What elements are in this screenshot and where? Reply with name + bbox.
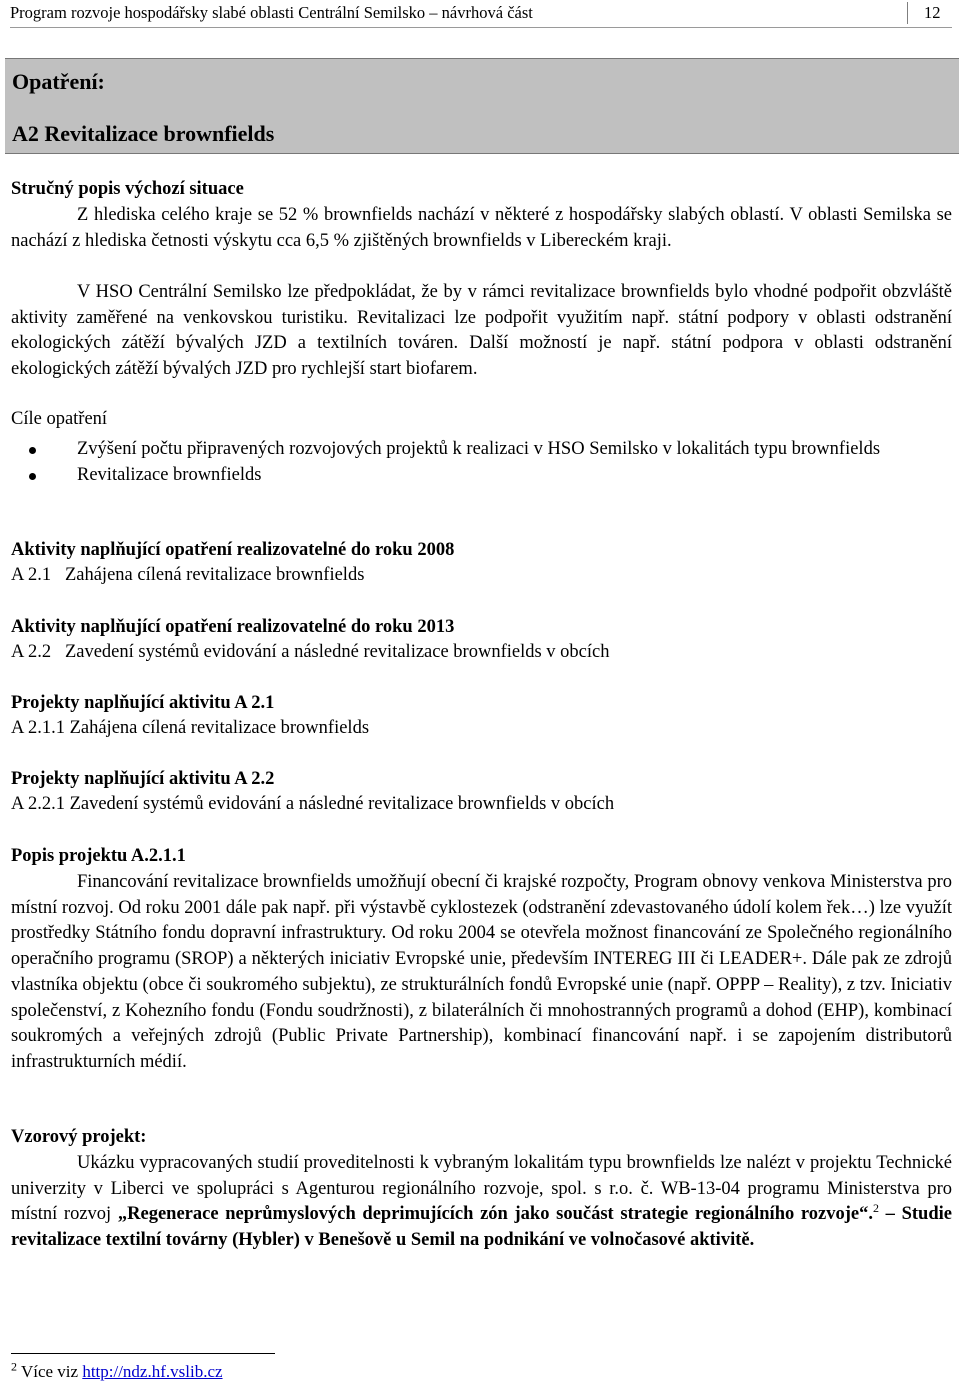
goal-text: Zvýšení počtu připravených rozvojových projektů k realizaci v HSO Semilsko v lokalitách typu brownfields (77, 439, 881, 459)
projects-a21-heading: Projekty naplňující aktivitu A 2.1 (11, 693, 275, 713)
model-project-paragraph (11, 1151, 952, 1254)
page-header (0, 0, 960, 30)
goals-list (11, 437, 952, 488)
activities-2008-heading: Aktivity naplňující opatření realizovatelné do roku 2008 (11, 540, 455, 560)
page-number: 12 (924, 3, 941, 22)
footnote-number: 2 (11, 1359, 17, 1374)
model-project-text: Ukázku vypracovaných studií proveditelnosti k vybraným lokalitám typu brownfields lze nalézt v projektu Technické univerzity v Liberci ve spolupráci s Agenturou regionálního rozvoje, spol. s r.o. č. WB-13-04 programu Ministerstva pro místní rozvoj (11, 1153, 952, 1225)
list-item (11, 437, 952, 463)
project-description-paragraph (11, 870, 952, 1076)
measure-heading-band (5, 58, 959, 154)
footnote (11, 1359, 223, 1382)
model-project-study: – Studie revitalizace textilní továrny (Hybler) v Benešově u Semil na podnikání ve volnočasové aktivitě. (11, 1204, 952, 1251)
project-description-heading: Popis projektu A.2.1.1 (11, 846, 186, 866)
situation-paragraph-1 (11, 203, 952, 254)
situation-text-2: V HSO Centrální Semilsko lze předpokládat, že by v rámci revitalizace brownfields bylo vhodné podpořit obzvláště aktivity zaměřené na venkovskou turistiku. Revitalizaci lze podpořit využitím např. státní podpory v oblasti odstranění ekologických zátěží bývalých JZD a textilních továren. Další možností je např. státní podpora v oblasti odstranění ekologických zátěží bývalých JZD pro rychlejší start biofarem. (11, 282, 952, 380)
projects-a22-heading: Projekty naplňující aktivitu A 2.2 (11, 769, 275, 789)
bullet-icon (29, 473, 36, 480)
header-rule (10, 27, 952, 28)
footnote-separator (11, 1353, 275, 1354)
project-description-text: Financování revitalizace brownfields umožňují obecní či krajské rozpočty, Program obnovy venkova Ministerstva pro místní rozvoj. Od roku 2001 dále pak např. při výstavbě cyklostezek (odstranění zdevastovaného údolí kolem řek…) lze využít prostředky Státního fondu dopravní infrastruktury. Od roku 2004 se otevřela možnost financování ze Společného regionálního operačního programu (SROP) a některých iniciativ Evropské unie, především INTEREG III či LEADER+. Dále pak ze zdrojů vlastníka objektu (obce či soukromého subjektu), ze strukturálních fondů Evropské unie (např. OPPP – Reality), z tzv. Iniciativ společenství, z Kohezního fondu (Fondu soudržnosti), z bilaterálních či mnohostranných programů a dohod (EHP), kombinací soukromých a veřejných zdrojů (Public Private Partnership), kombinací financování např. i se zapojením distributorů infrastrukturních médií. (11, 872, 952, 1072)
situation-text-1: Z hlediska celého kraje se 52 % brownfields nachází v některé z hospodářsky slabých oblastí. V oblasti Semilska se nachází z hlediska četnosti výskytu cca 6,5 % zjištěných brownfields v Libereckém kraji. (11, 205, 952, 251)
project-a211: A 2.1.1 Zahájena cílená revitalizace brownfields (11, 718, 370, 738)
model-project-title: „Regenerace neprůmyslových deprimujících zón jako součást strategie regionálního rozvoje“. (117, 1204, 873, 1225)
footnote-reference[interactable]: 2 (873, 1201, 879, 1216)
situation-paragraph-2 (11, 280, 952, 383)
goal-text: Revitalizace brownfields (77, 464, 262, 485)
footnote-link[interactable]: http://ndz.hf.vslib.cz (82, 1362, 223, 1381)
model-project-heading: Vzorový projekt: (11, 1127, 147, 1147)
activity-a22: A 2.2 Zavedení systémů evidování a následné revitalizace brownfields v obcích (11, 642, 610, 662)
measure-label: Opatření: (12, 69, 105, 94)
situation-heading: Stručný popis výchozí situace (11, 179, 244, 199)
footnote-text: Více viz (17, 1362, 83, 1381)
activities-2013-heading: Aktivity naplňující opatření realizovatelné do roku 2013 (11, 617, 455, 637)
list-item (11, 463, 952, 489)
bullet-icon (29, 447, 36, 454)
goals-heading: Cíle opatření (11, 409, 108, 429)
measure-title: A2 Revitalizace brownfields (12, 121, 275, 146)
activity-a21: A 2.1 Zahájena cílená revitalizace brownfields (11, 565, 365, 585)
header-title: Program rozvoje hospodářsky slabé oblasti Centrální Semilsko – návrhová část (10, 3, 533, 22)
header-separator (907, 2, 908, 24)
project-a221: A 2.2.1 Zavedení systémů evidování a následné revitalizace brownfields v obcích (11, 794, 615, 814)
